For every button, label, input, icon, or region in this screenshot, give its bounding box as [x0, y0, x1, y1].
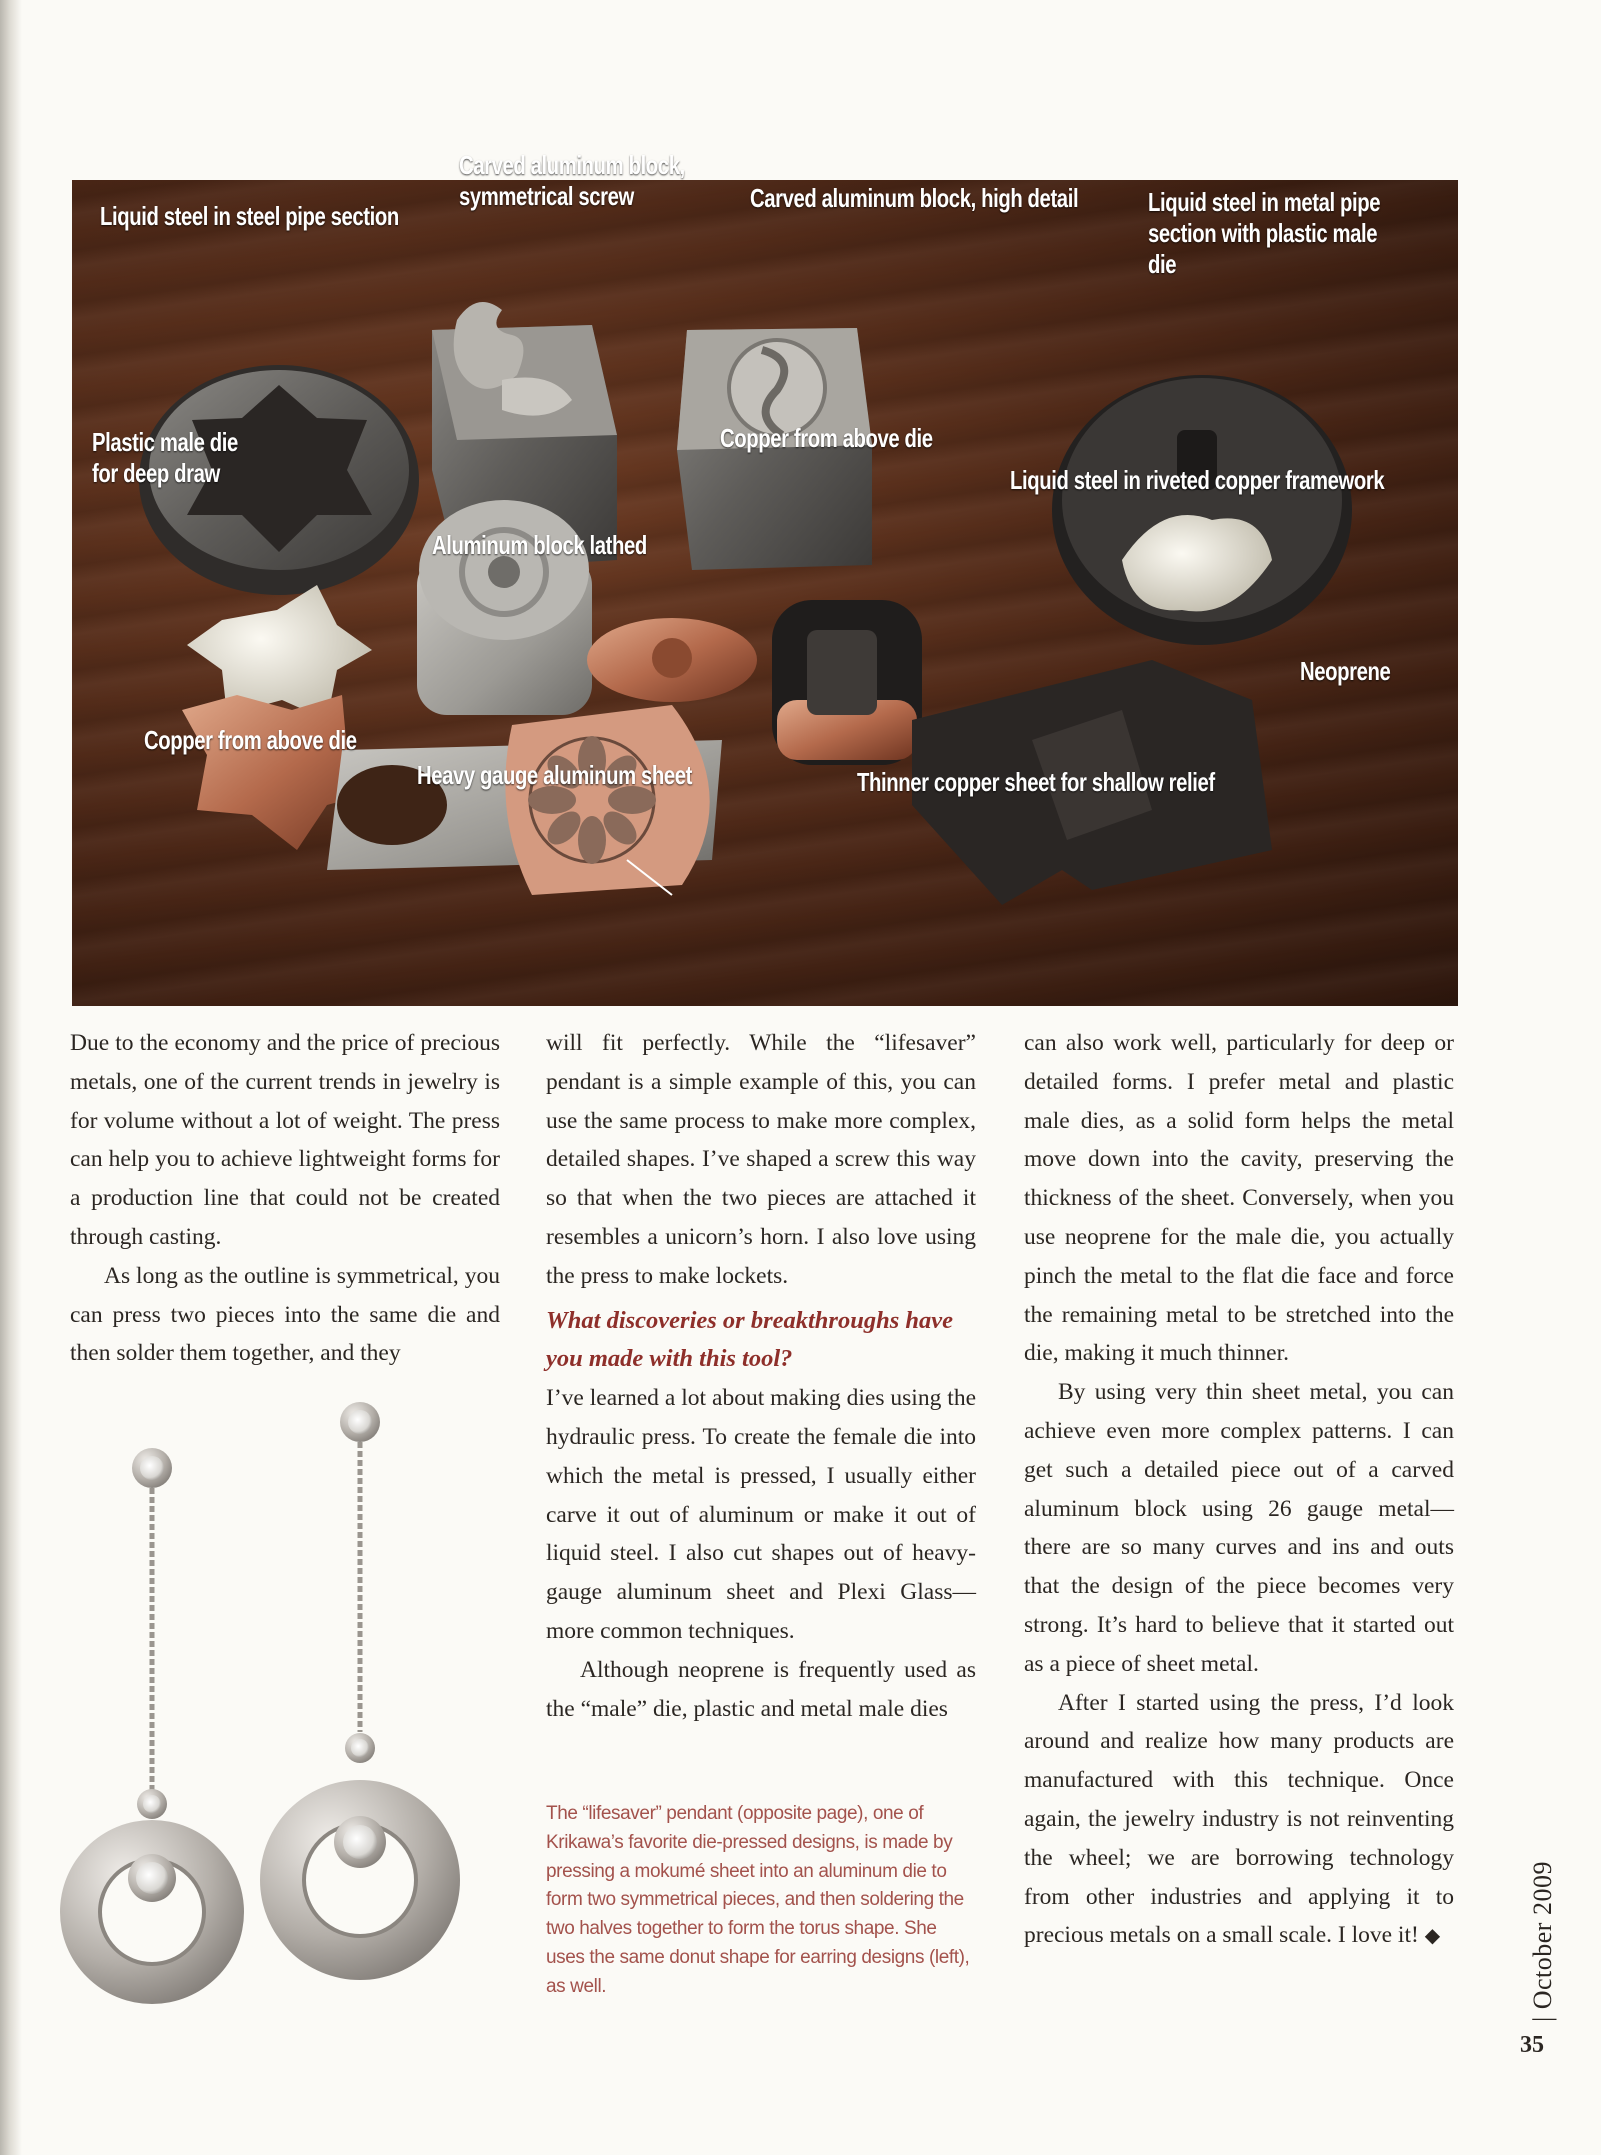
- metal-pipe-plastic-die: [1052, 375, 1352, 645]
- label-carved-high-detail: Carved aluminum block, high detail: [750, 183, 1079, 213]
- paragraph: will fit perfectly. While the “lifesaver” pendant is a simple example of this, you can use the same process to make more complex, detailed shapes. I’ve shaped a screw this way so that when the two pieces are attached it resembles a unicorn’s horn. I also love using the press to make lockets.: [546, 1030, 976, 1289]
- paragraph: As long as the outline is symmetrical, you can press two pieces into the same die and then solder them together, and they: [70, 1262, 500, 1367]
- label-liquid-steel-pipe: Liquid steel in steel pipe section: [100, 201, 399, 231]
- label-heavy-gauge: Heavy gauge aluminum sheet: [417, 760, 692, 790]
- paragraph: can also work well, particularly for deep or detailed forms. I prefer metal and plastic male dies, as a solid form helps the metal move down into the cavity, preserving the thickness of the sheet. Conversely, when you use neoprene for the male die, you actually pinch the metal to the flat die face and force the remaining metal to be stretched into the die, making it much thinner.: [1024, 1030, 1454, 1367]
- die-objects-illustration: [72, 180, 1458, 1006]
- label-copper-above-die-mid: Copper from above die: [720, 423, 933, 453]
- label-thinner-copper: Thinner copper sheet for shallow relief: [857, 767, 1215, 797]
- article-column-2: [546, 1024, 976, 1728]
- label-copper-above-die-left: Copper from above die: [144, 725, 357, 755]
- label-plastic-male-die: Plastic male die for deep draw: [92, 427, 238, 488]
- article-column-3: [1024, 1024, 1454, 1956]
- page-edge-shadow: [0, 0, 22, 2155]
- paragraph: By using very thin sheet metal, you can achieve even more complex patterns. I can get such a detailed piece out of a carved aluminum block using 26 gauge metal—there are so many curves and ins and outs that the design of the piece becomes very strong. It’s hard to believe that it started out as a piece of sheet metal.: [1024, 1379, 1454, 1677]
- issue-date: | October 2009: [1528, 1861, 1557, 2022]
- page-number: 35: [1520, 2032, 1544, 2058]
- paragraph: Although neoprene is frequently used as the “male” die, plastic and metal male dies: [546, 1656, 976, 1722]
- thinner-copper-sheet: [505, 705, 709, 895]
- article-column-1: [70, 1024, 500, 1373]
- paragraph: Due to the economy and the price of precious metals, one of the current trends in jewelry is for volume without a lot of weight. The press can help you to achieve lightweight forms for a production line that could not be created through casting.: [70, 1030, 500, 1250]
- closing-text: After I started using the press, I’d look around and realize how many products are manufactured with this technique. Once again, the jewelry industry is not reinventing the wheel; we are borrowing technology from other industries and applying it to precious metals on a small scale. I love it!: [1024, 1689, 1454, 1949]
- paragraph: I’ve learned a lot about making dies using the hydraulic press. To create the female die into which the metal is pressed, I usually either carve it out of aluminum or make it out of liquid steel. I also cut shapes out of heavy-gauge aluminum sheet and Plexi Glass—more common techniques.: [546, 1385, 976, 1644]
- die-collection-photo: [72, 150, 1458, 1006]
- riveted-copper-framework: [772, 600, 922, 765]
- label-liquid-steel-riveted: Liquid steel in riveted copper framework: [1010, 465, 1385, 495]
- label-neoprene: Neoprene: [1300, 656, 1391, 686]
- photo-caption: The “lifesaver” pendant (opposite page), one of Krikawa’s favorite die-pressed designs, is made by pressing a mokumé sheet into an aluminum die to form two symmetrical pieces, and then soldering the two halves together to form the torus shape. She uses the same donut shape for earring designs (left), as well.: [546, 1803, 970, 1997]
- end-mark-icon: ◆: [1424, 1925, 1441, 1948]
- paragraph: [1024, 1684, 1454, 1957]
- section-heading: What discoveries or breakthroughs have you made with this tool?: [546, 1306, 954, 1373]
- earrings-photo: [70, 1380, 510, 2000]
- left-earring: [60, 1448, 244, 2004]
- plastic-male-die: [187, 585, 372, 720]
- right-earring: [260, 1402, 460, 1980]
- copper-pressed-ornament: [587, 618, 757, 702]
- label-carved-symmetrical: Carved aluminum block, symmetrical screw: [459, 150, 685, 211]
- label-aluminum-lathed: Aluminum block lathed: [432, 530, 647, 560]
- label-liquid-steel-metal-pipe: Liquid steel in metal pipe section with plastic male die: [1148, 187, 1381, 279]
